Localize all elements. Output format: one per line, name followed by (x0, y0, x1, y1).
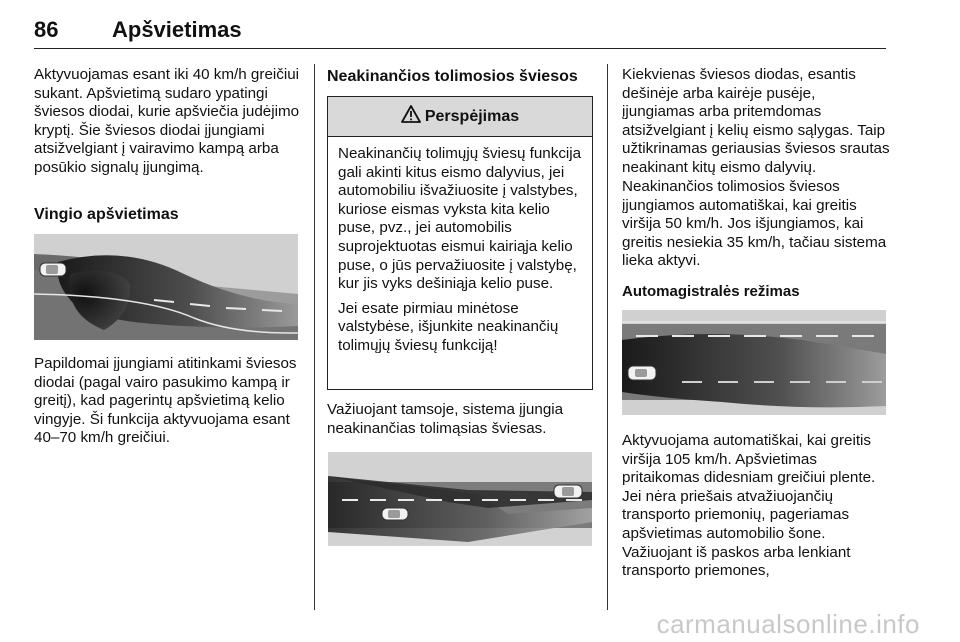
warning-box (327, 96, 593, 390)
section-heading-curve-lighting: Vingio apšvietimas (34, 206, 179, 223)
header-rule (34, 48, 886, 49)
watermark: carmanualsonline.info (656, 609, 920, 639)
motorway-mode-paragraph: Aktyvuojama automatiškai, kai greitis viršija 105 km/h. Apšvietimas pritaikomas didesniam greičiui plente. Jei nėra priešais atvažiuojančių transporto priemonių, pageriamas apšvietimas automobilio šone. Važiuojant iš paskos arba lenkiant transporto priemones, (622, 432, 876, 580)
glare-free-illustration (328, 452, 592, 546)
column-divider-2 (607, 64, 608, 610)
section-heading-glare-free: Neakinančios tolimosios šviesos (327, 68, 578, 85)
activation-paragraph: Neakinančios tolimosios šviesos įjungiamos automatiškai, kai greitis viršija 50 km/h. Jos išjungiamos, kai greitis nesiekia 35 km/h, tačiau sistema lieka aktyvi. (622, 178, 887, 270)
column-divider-1 (314, 64, 315, 610)
curve-lighting-paragraph: Papildomai įjungiami atitinkami šviesos diodai (pagal vairo pasukimo kampą ir greitį), kad pagerintų apšvietimą kelio vingyje. Ši funkcija aktyvuojama esant 40–70 km/h greičiui. (34, 355, 297, 447)
warning-triangle-icon (401, 105, 421, 128)
warning-paragraph-2: Jei esate pirmiau minėtose valstybėse, išjunkite neakinančių tolimųjų šviesų funkciją! (338, 299, 559, 354)
curve-lighting-illustration (34, 234, 298, 340)
intro-paragraph: Aktyvuojamas esant iki 40 km/h greičiui sukant. Apšvietimą sudaro ypatingi šviesos diodai, kurie apšviečia judėjimo kryptį. Šie šviesos diodai įjungiami atsižvelgiant į vairavimo kampą arba posūkio signalų įjungimą. (34, 66, 300, 176)
warning-header (328, 97, 592, 137)
page-number: 86 (34, 17, 59, 42)
section-heading-motorway-mode: Automagistralės režimas (622, 283, 800, 300)
motorway-mode-illustration (622, 310, 886, 415)
warning-paragraph-1: Neakinančių tolimųjų šviesų funkcija gali akinti kitus eismo dalyvius, jei automobiliu išvažiuosite į valstybes, kuriose eismas vyksta kita kelio puse, pvz., jei automobilis suprojektuotas eismui kairiąja kelio puse, o jūs pervažiuosite į valstybę, kur jis vyks dešiniąja kelio puse. (338, 145, 582, 293)
warning-title: Perspėjimas (424, 107, 520, 125)
led-paragraph: Kiekvienas šviesos diodas, esantis dešinėje arba kairėje pusėje, įjungiamas arba pritemdomas atsižvelgiant į kelių eismo sąlygas. Taip užtikrinamas geriausias šviesos srautas neakinant kitų eismo dalyvių. (622, 66, 890, 176)
page-title: Apšvietimas (112, 17, 242, 42)
glare-free-paragraph: Važiuojant tamsoje, sistema įjungia neakinančias tolimąsias šviesas. (327, 401, 564, 437)
